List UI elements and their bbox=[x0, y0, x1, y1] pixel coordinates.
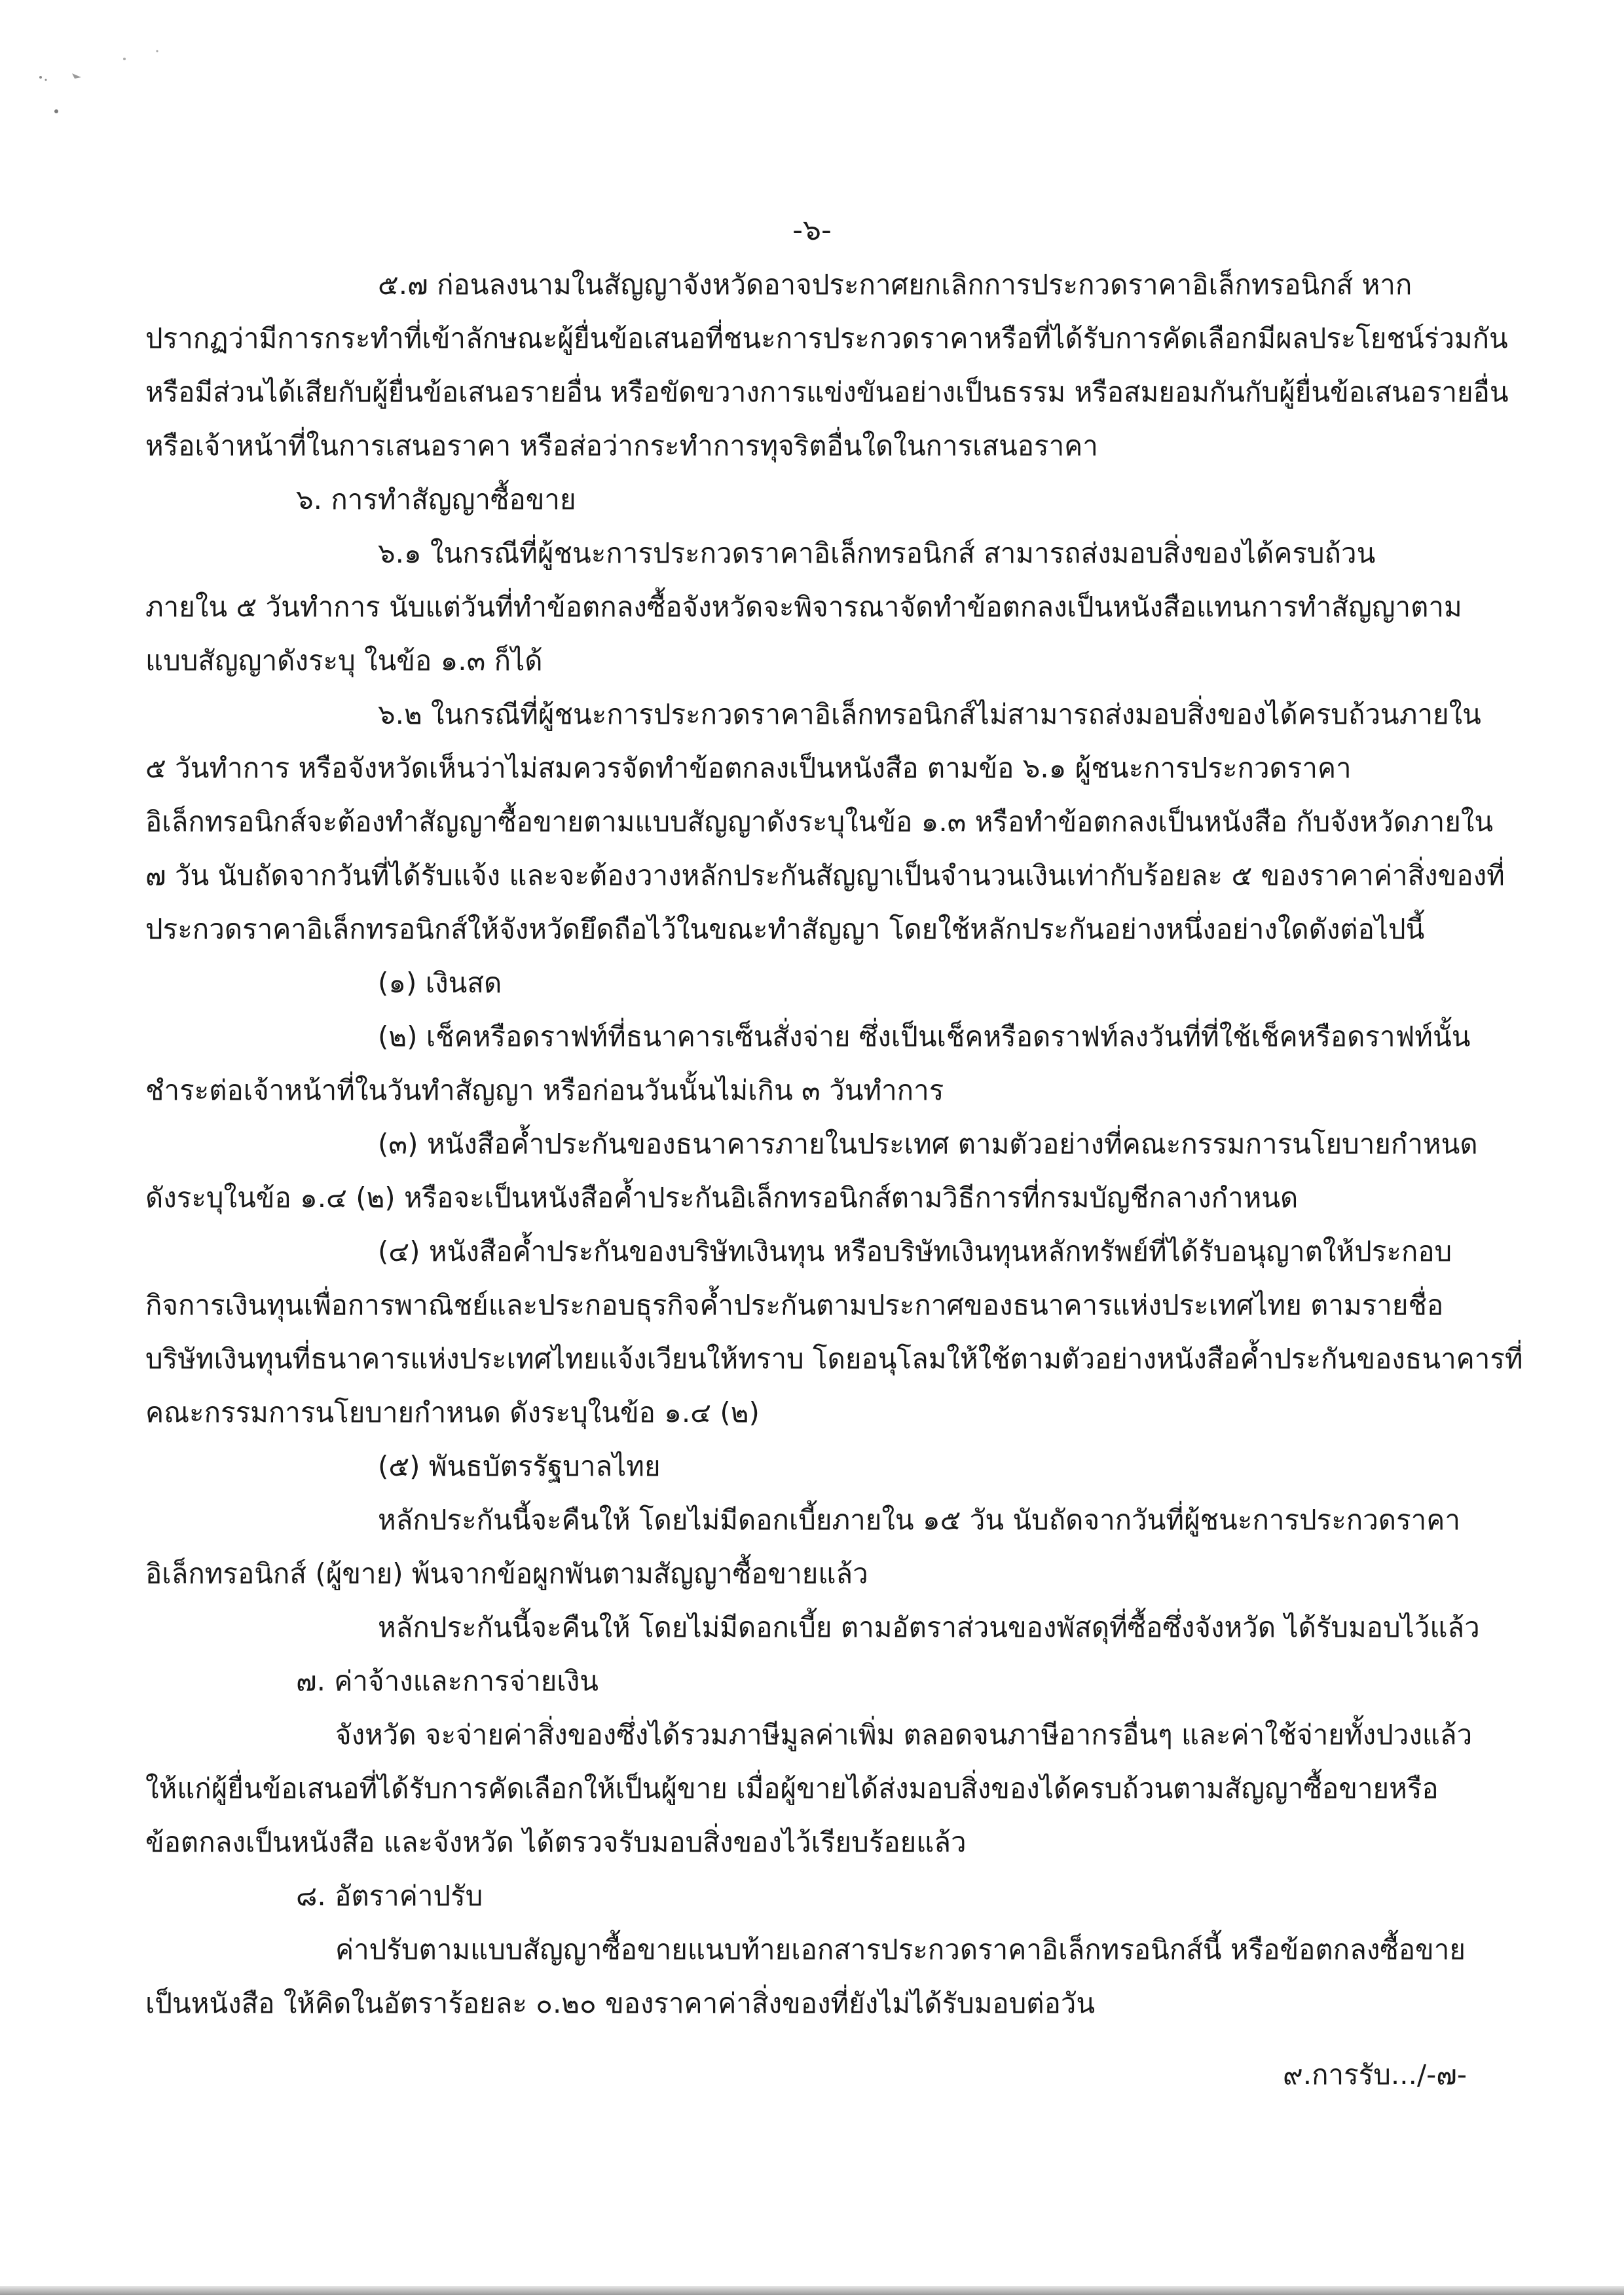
text-line: (๒) เช็คหรือดราฟท์ที่ธนาคารเซ็นสั่งจ่าย ซึ่งเป็นเช็คหรือดราฟท์ลงวันที่ที่ใช้เช็คหรือดราฟท์นั้น bbox=[378, 1020, 1471, 1053]
text-line: ปรากฏว่ามีการกระทำที่เข้าลักษณะผู้ยื่นข้อเสนอที่ชนะการประกวดราคาหรือที่ได้รับการคัดเลือกมีผลประโยชน์ร่วมกัน bbox=[145, 322, 1508, 354]
text-line: (๓) หนังสือค้ำประกันของธนาคารภายในประเทศ ตามตัวอย่างที่คณะกรรมการนโยบายกำหนด bbox=[378, 1128, 1478, 1160]
text-line: ๖.๑ ในกรณีที่ผู้ชนะการประกวดราคาอิเล็กทรอนิกส์ สามารถส่งมอบสิ่งของได้ครบถ้วน bbox=[378, 537, 1376, 569]
text-line: ชำระต่อเจ้าหน้าที่ในวันทำสัญญา หรือก่อนวันนั้นไม่เกิน ๓ วันทำการ bbox=[145, 1074, 944, 1106]
text-line: กิจการเงินทุนเพื่อการพาณิชย์และประกอบธุรกิจค้ำประกันตามประกาศของธนาคารแห่งประเทศไทย ตามรายชื่อ bbox=[145, 1289, 1444, 1321]
document-body bbox=[145, 258, 1523, 2030]
text-line: หรือมีส่วนได้เสียกับผู้ยื่นข้อเสนอรายอื่น หรือขัดขวางการแข่งขันอย่างเป็นธรรม หรือสมยอมกันกับผู้ยื่นข้อเสนอรายอื่น bbox=[145, 376, 1509, 408]
next-page-reference: ๙.การรับ.../-๗- bbox=[1283, 2059, 1467, 2091]
text-line: (๑) เงินสด bbox=[378, 967, 502, 999]
text-line: อิเล็กทรอนิกส์จะต้องทำสัญญาซื้อขายตามแบบสัญญาดังระบุในข้อ ๑.๓ หรือทำข้อตกลงเป็นหนังสือ กับจังหวัดภายใน bbox=[145, 806, 1494, 838]
text-line: ๘. อัตราค่าปรับ bbox=[296, 1880, 483, 1912]
text-line: (๔) หนังสือค้ำประกันของบริษัทเงินทุน หรือบริษัทเงินทุนหลักทรัพย์ที่ได้รับอนุญาตให้ประกอบ bbox=[378, 1235, 1452, 1267]
text-line: อิเล็กทรอนิกส์ (ผู้ขาย) พ้นจากข้อผูกพันตามสัญญาซื้อขายแล้ว bbox=[145, 1558, 868, 1590]
scan-bottom-edge bbox=[0, 2286, 1624, 2295]
text-line: บริษัทเงินทุนที่ธนาคารแห่งประเทศไทยแจ้งเวียนให้ทราบ โดยอนุโลมให้ใช้ตามตัวอย่างหนังสือค้ำประกันของธนาคารที่ bbox=[145, 1343, 1523, 1375]
text-line: ๗. ค่าจ้างและการจ่ายเงิน bbox=[296, 1665, 599, 1697]
text-line: หลักประกันนี้จะคืนให้ โดยไม่มีดอกเบี้ยภายใน ๑๕ วัน นับถัดจากวันที่ผู้ชนะการประกวดราคา bbox=[378, 1504, 1460, 1536]
text-line: เป็นหนังสือ ให้คิดในอัตราร้อยละ ๐.๒๐ ของราคาค่าสิ่งของที่ยังไม่ได้รับมอบต่อวัน bbox=[145, 1987, 1096, 2019]
text-line: ให้แก่ผู้ยื่นข้อเสนอที่ได้รับการคัดเลือกให้เป็นผู้ขาย เมื่อผู้ขายได้ส่งมอบสิ่งของได้ครบถ้วนตามสัญญาซื้อขายหรือ bbox=[145, 1772, 1439, 1804]
text-line: ค่าปรับตามแบบสัญญาซื้อขายแนบท้ายเอกสารประกวดราคาอิเล็กทรอนิกส์นี้ หรือข้อตกลงซื้อขาย bbox=[335, 1933, 1466, 1966]
text-line: ภายใน ๕ วันทำการ นับแต่วันที่ทำข้อตกลงซื้อจังหวัดจะพิจารณาจัดทำข้อตกลงเป็นหนังสือแทนการทำสัญญาตาม bbox=[145, 591, 1462, 623]
text-line: ๖.๒ ในกรณีที่ผู้ชนะการประกวดราคาอิเล็กทรอนิกส์ไม่สามารถส่งมอบสิ่งของได้ครบถ้วนภายใน bbox=[378, 698, 1481, 730]
text-line: ๕ วันทำการ หรือจังหวัดเห็นว่าไม่สมควรจัดทำข้อตกลงเป็นหนังสือ ตามข้อ ๖.๑ ผู้ชนะการประกวดราคา bbox=[145, 752, 1352, 784]
text-line: คณะกรรมการนโยบายกำหนด ดังระบุในข้อ ๑.๔ (๒) bbox=[145, 1396, 760, 1428]
text-line: จังหวัด จะจ่ายค่าสิ่งของซึ่งได้รวมภาษีมูลค่าเพิ่ม ตลอดจนภาษีอากรอื่นๆ และค่าใช้จ่ายทั้งปวงแล้ว bbox=[335, 1719, 1473, 1751]
text-line: แบบสัญญาดังระบุ ในข้อ ๑.๓ ก็ได้ bbox=[145, 644, 543, 677]
text-line: ๗ วัน นับถัดจากวันที่ได้รับแจ้ง และจะต้องวางหลักประกันสัญญาเป็นจำนวนเงินเท่ากับร้อยละ ๕ ของราคาค่าสิ่งของที่ bbox=[145, 859, 1505, 891]
text-line: ๖. การทำสัญญาซื้อขาย bbox=[296, 483, 576, 515]
text-line: ๕.๗ ก่อนลงนามในสัญญาจังหวัดอาจประกาศยกเลิกการประกวดราคาอิเล็กทรอนิกส์ หาก bbox=[378, 269, 1412, 301]
text-line: หรือเจ้าหน้าที่ในการเสนอราคา หรือส่อว่ากระทำการทุจริตอื่นใดในการเสนอราคา bbox=[145, 430, 1098, 462]
scan-specks bbox=[26, 39, 183, 131]
text-line: ดังระบุในข้อ ๑.๔ (๒) หรือจะเป็นหนังสือค้ำประกันอิเล็กทรอนิกส์ตามวิธีการที่กรมบัญชีกลางกำหนด bbox=[145, 1182, 1299, 1214]
text-line: ประกวดราคาอิเล็กทรอนิกส์ให้จังหวัดยึดถือไว้ในขณะทำสัญญา โดยใช้หลักประกันอย่างหนึ่งอย่างใดดังต่อไปนี้ bbox=[145, 913, 1425, 945]
text-line: ข้อตกลงเป็นหนังสือ และจังหวัด ได้ตรวจรับมอบสิ่งของไว้เรียบร้อยแล้ว bbox=[145, 1826, 967, 1858]
text-line: (๕) พันธบัตรรัฐบาลไทย bbox=[378, 1450, 661, 1482]
text-line: หลักประกันนี้จะคืนให้ โดยไม่มีดอกเบี้ย ตามอัตราส่วนของพัสดุที่ซื้อซึ่งจังหวัด ได้รับมอบไว้แล้ว bbox=[378, 1611, 1480, 1643]
page-number: -๖- bbox=[792, 214, 832, 247]
